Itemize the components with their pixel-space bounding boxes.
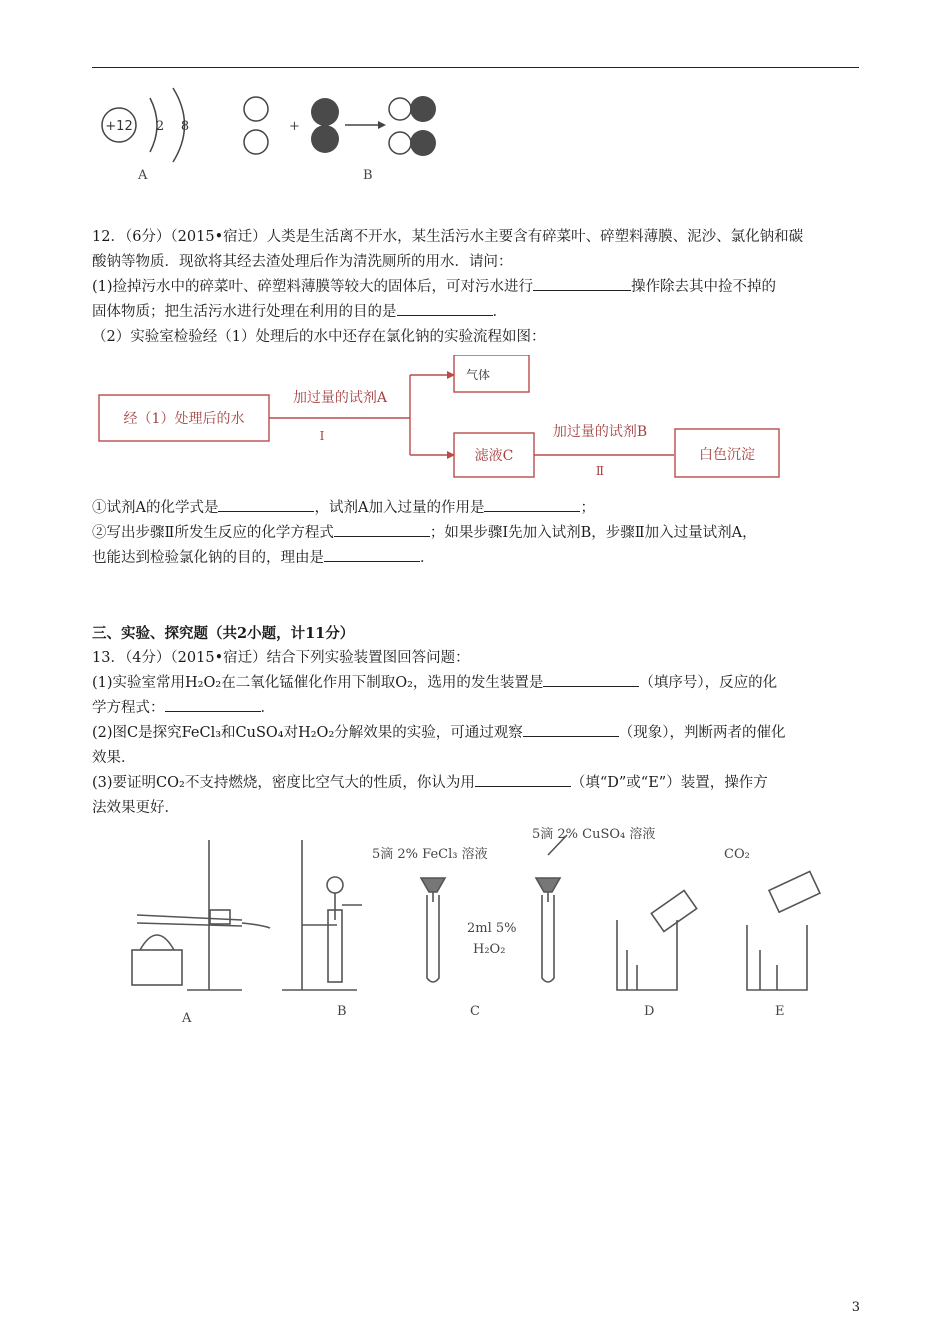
- h2o2-label-1: 2ml 5%: [467, 921, 517, 936]
- q13-part-1: [92, 671, 862, 696]
- q13-part-3-cont: 法效果更好．: [92, 800, 179, 816]
- q13-p3-text-a: (3)要证明CO₂不支持燃烧，密度比空气大的性质，你认为用: [92, 775, 475, 791]
- q13-p1-text-a: (1)实验室常用H₂O₂在二氧化锰催化作用下制取O₂，选用的发生装置是: [92, 675, 544, 691]
- answer-blank[interactable]: [397, 300, 493, 316]
- flow-precipitate-label: 白色沉淀: [699, 447, 755, 463]
- answer-blank[interactable]: [334, 521, 430, 537]
- lab-label-a: A: [182, 1011, 192, 1026]
- q12-sub-2-cont: [92, 546, 862, 571]
- svg-text:+: +: [289, 119, 300, 134]
- atom-structure-diagram: [102, 88, 189, 183]
- q13-line-1: 13．（4分）（2015•宿迁）结合下列实验装置图回答问题：: [92, 650, 470, 666]
- q13-p1-text-b: （填序号），反应的化: [639, 675, 778, 691]
- top-rule: [92, 67, 859, 68]
- q13-p1-text-c: 学方程式：: [92, 700, 165, 716]
- experiment-flowchart: [92, 355, 792, 480]
- q12-p1-text-a: (1)捡掉污水中的碎菜叶、碎塑料薄膜等较大的固体后，可对污水进行: [92, 279, 534, 295]
- flow-gas-label: 气体: [465, 368, 491, 382]
- answer-blank[interactable]: [324, 546, 420, 562]
- q12-s2-text-c: 也能达到检验氯化钠的目的，理由是: [92, 550, 324, 566]
- q12-p1-text-c: 固体物质；把生活污水进行处理在利用的目的是: [92, 304, 397, 320]
- answer-blank[interactable]: [484, 496, 580, 512]
- lab-label-b: B: [337, 1004, 347, 1019]
- answer-blank[interactable]: [533, 275, 631, 291]
- page-number: 3: [851, 1300, 860, 1315]
- q12-sub-1: [92, 496, 862, 521]
- shell-2-count: 8: [180, 119, 190, 134]
- fecl3-label: 5滴 2% FeCl₃ 溶液: [372, 847, 488, 862]
- apparatus-b: [282, 840, 362, 990]
- answer-blank[interactable]: [543, 671, 639, 687]
- figure-b-label: B: [363, 168, 373, 183]
- lab-label-e: E: [775, 1004, 785, 1019]
- q12-p1-text-d: ．: [492, 304, 507, 320]
- nucleus-label: +12: [105, 119, 133, 134]
- q12-s2-text-d: ．: [420, 550, 435, 566]
- q13-p1-text-d: ．: [260, 700, 275, 716]
- figure-a-label: A: [138, 168, 148, 183]
- apparatus-d: [617, 891, 697, 990]
- q12-sub-2: [92, 521, 862, 546]
- q12-p1-text-b: 操作除去其中捡不掉的: [631, 279, 777, 295]
- reaction-molecule-diagram: [244, 96, 436, 183]
- answer-blank[interactable]: [475, 771, 571, 787]
- question-12: [92, 225, 862, 350]
- q12-s1-text-a: ①试剂A的化学式是: [92, 500, 219, 516]
- shell-1-count: 2: [155, 119, 165, 134]
- q13-part-1-cont: [92, 696, 862, 721]
- q13-part-2-cont: 效果．: [92, 750, 136, 766]
- question-12-subparts: [92, 496, 862, 571]
- q12-line-2: 酸钠等物质．现欲将其经去渣处理后作为清洗厕所的用水．请问：: [92, 254, 513, 270]
- atom-molecule-figure: [88, 84, 478, 194]
- lab-label-c: C: [470, 1004, 480, 1019]
- q13-p3-text-b: （填“D”或“E”）装置，操作方: [570, 775, 768, 791]
- q13-p2-text-b: （现象），判断两者的催化: [618, 725, 786, 741]
- q12-part-1: [92, 275, 862, 300]
- h2o2-label-2: H₂O₂: [473, 942, 506, 957]
- flow-reagent-a-label: 加过量的试剂A: [292, 390, 388, 406]
- q12-part-1-cont: [92, 300, 862, 325]
- apparatus-e: [747, 871, 820, 990]
- cuso4-label: 5滴 2% CuSO₄ 溶液: [532, 827, 656, 842]
- q12-line-1: 12．（6分）（2015•宿迁）人类是生活离不开水，某生活污水主要含有碎菜叶、碎塑料薄膜、泥沙、氯化钠和碳: [92, 229, 804, 245]
- q12-s1-text-b: ，试剂A加入过量的作用是: [314, 500, 485, 516]
- section-3-heading: 三、实验、探究题（共2小题，计11分）: [92, 625, 355, 642]
- answer-blank[interactable]: [218, 496, 314, 512]
- q13-part-2: [92, 721, 862, 746]
- q12-s2-text-a: ②写出步骤Ⅱ所发生反应的化学方程式: [92, 525, 334, 541]
- flow-start-label: 经（1）处理后的水: [123, 411, 245, 427]
- co2-label: CO₂: [724, 847, 750, 862]
- q12-part-2: （2）实验室检验经（1）处理后的水中还存在氯化钠的实验流程如图：: [92, 329, 546, 345]
- q12-s1-text-c: ；: [580, 500, 595, 516]
- q12-s2-text-b: ；如果步骤Ⅰ先加入试剂B，步骤Ⅱ加入过量试剂A，: [429, 525, 757, 541]
- flow-step-1-label: Ⅰ: [319, 429, 325, 443]
- q13-p2-text-a: (2)图C是探究FeCl₃和CuSO₄对H₂O₂分解效果的实验，可通过观察: [92, 725, 523, 741]
- lab-apparatus-figure: [92, 810, 867, 1030]
- apparatus-a: [132, 840, 270, 990]
- q13-part-3: [92, 771, 862, 796]
- flow-reagent-b-label: 加过量的试剂B: [552, 424, 648, 440]
- lab-label-d: D: [644, 1004, 655, 1019]
- question-13: [92, 621, 862, 821]
- flow-step-2-label: Ⅱ: [595, 464, 605, 478]
- answer-blank[interactable]: [165, 696, 261, 712]
- answer-blank[interactable]: [523, 721, 619, 737]
- flow-filtrate-label: 滤液C: [474, 448, 514, 464]
